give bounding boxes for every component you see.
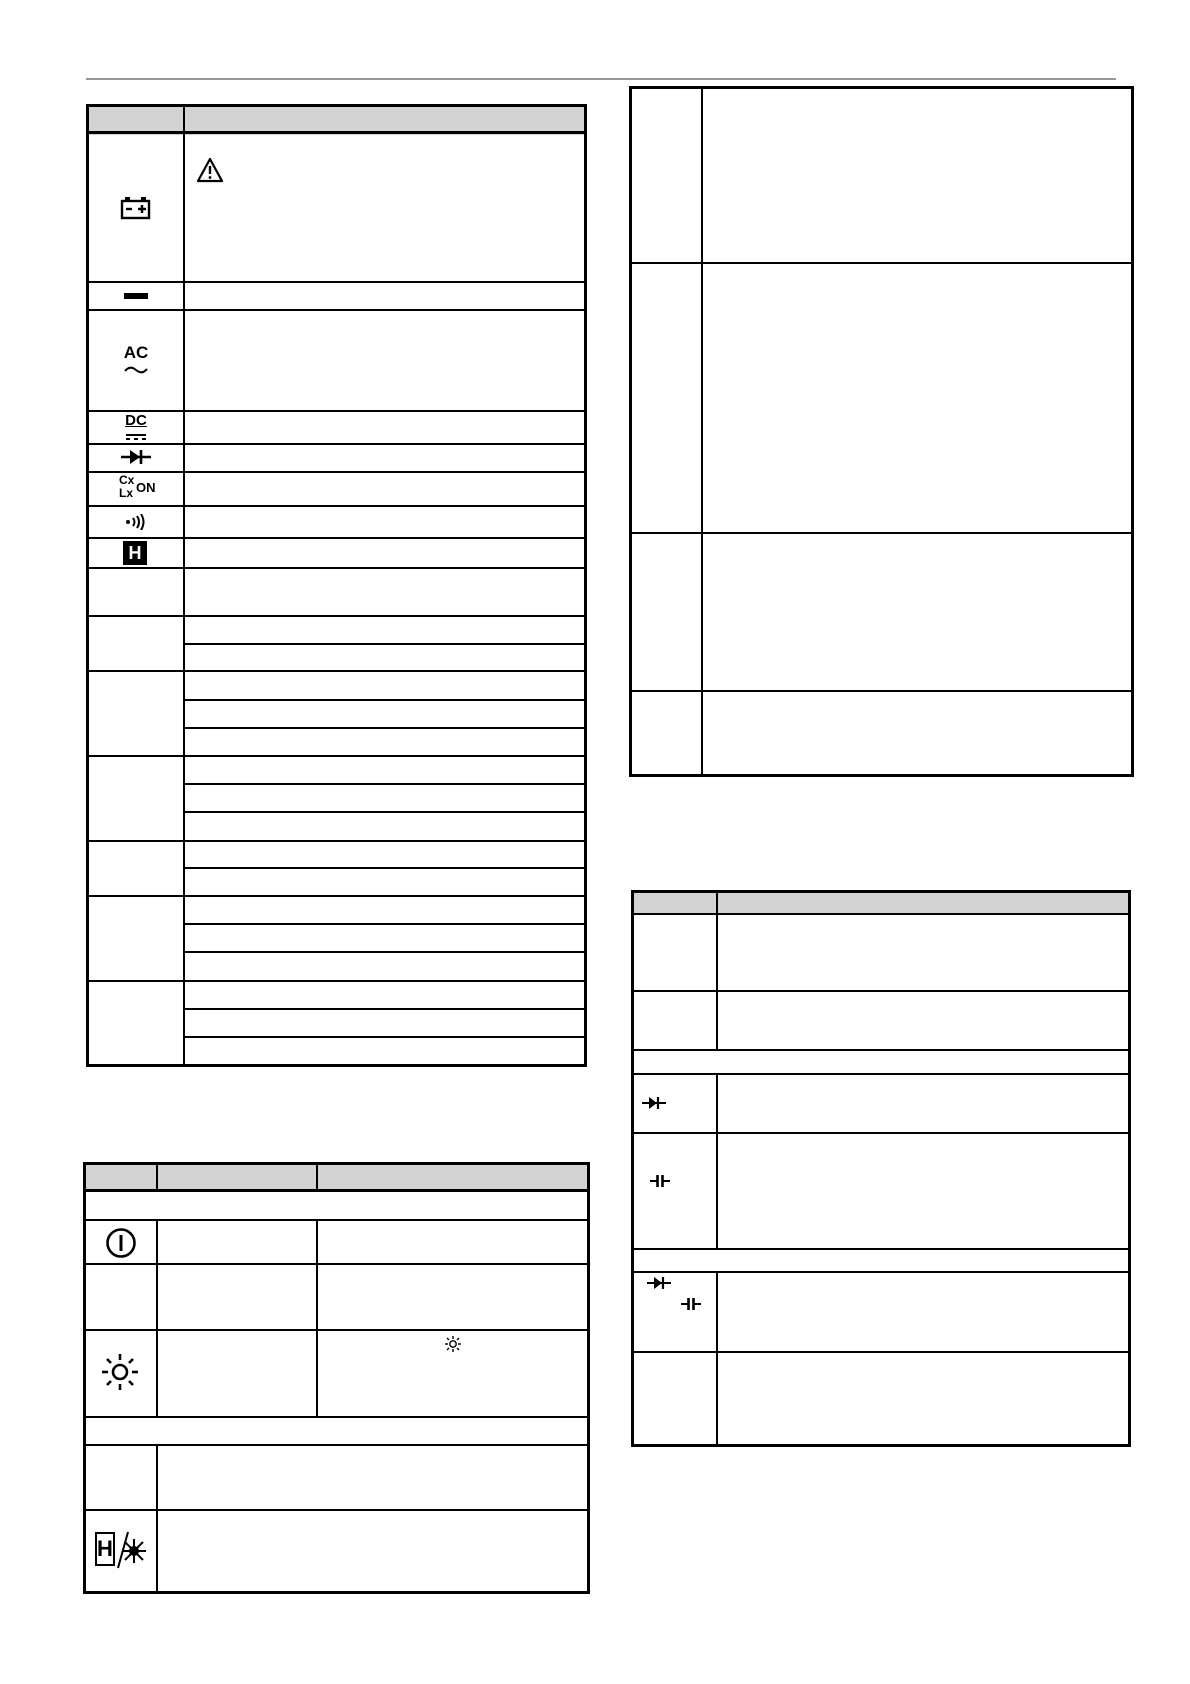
- power-button-icon: [100, 1226, 142, 1260]
- data-hold-icon: H: [123, 541, 147, 565]
- diode-icon: [640, 1093, 668, 1113]
- continuity-beep-icon: [118, 511, 154, 533]
- table-header: [634, 893, 1128, 915]
- dc-icon: DC: [125, 412, 147, 429]
- battery-low-icon: [118, 194, 154, 222]
- small-sun-icon: [442, 1333, 464, 1355]
- negative-sign-icon: [118, 288, 154, 304]
- warning-triangle-icon: [196, 157, 224, 183]
- right-top-table: [629, 86, 1134, 777]
- right-bottom-table: [631, 890, 1131, 1447]
- capacitor-icon: [679, 1294, 703, 1314]
- ac-icon: AC: [118, 344, 154, 380]
- capacitor-icon: [648, 1171, 672, 1191]
- backlight-sun-icon: [98, 1350, 142, 1394]
- header-rule: [86, 78, 1116, 80]
- buttons-table: [83, 1162, 590, 1594]
- hold-box-icon: H: [95, 1532, 115, 1566]
- table-header: [86, 1165, 587, 1191]
- hold-backlight-icon: [94, 1528, 150, 1572]
- diode-icon: [118, 447, 154, 467]
- diode-icon: [645, 1273, 673, 1293]
- capacitance-inductance-on-icon: Cx Lx ON: [119, 473, 156, 500]
